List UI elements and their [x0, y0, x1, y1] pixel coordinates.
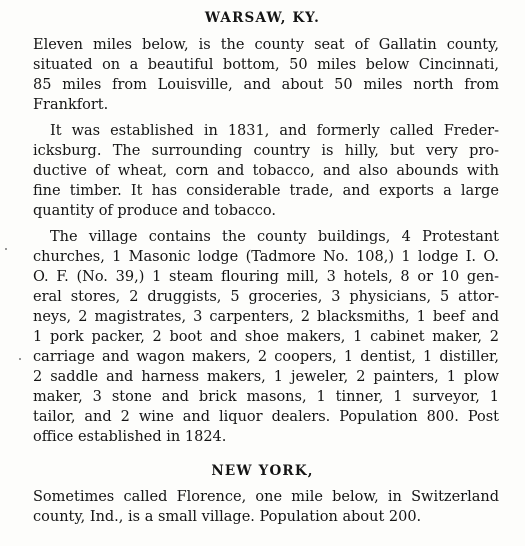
print-speck	[5, 248, 7, 250]
text-line: Eleven miles below, is the county seat of Gallatin county,	[33, 37, 499, 53]
text-line: O. F. (No. 39,) 1 steam flouring mill, 3 hotels, 8 or 10 gen-	[33, 269, 499, 285]
text-line: ductive of wheat, corn and tobacco, and also abounds with	[33, 163, 499, 179]
text-line: office established in 1824.	[33, 429, 227, 445]
text-line: It was established in 1831, and formerly called Freder-	[50, 123, 499, 139]
text-line: carriage and wagon makers, 2 coopers, 1 dentist, 1 distiller,	[33, 349, 499, 365]
text-line: 1 pork packer, 2 boot and shoe makers, 1 cabinet maker, 2	[33, 329, 499, 345]
print-speck	[19, 358, 21, 360]
text-line: Sometimes called Florence, one mile below, in Switzerland	[33, 489, 499, 505]
text-line: maker, 3 stone and brick masons, 1 tinner, 1 surveyor, 1	[33, 389, 499, 405]
text-line: 2 saddle and harness makers, 1 jeweler, 2 painters, 1 plow	[33, 369, 499, 385]
text-line: tailor, and 2 wine and liquor dealers. Population 800. Post	[33, 409, 499, 425]
text-line: fine timber. It has considerable trade, and exports a large	[33, 183, 499, 199]
text-line: icksburg. The surrounding country is hilly, but very pro-	[33, 143, 499, 159]
text-line: churches, 1 Masonic lodge (Tadmore No. 108,) 1 lodge I. O.	[33, 249, 499, 265]
section-heading-warsaw: WARSAW, KY.	[204, 10, 321, 26]
text-line: quantity of produce and tobacco.	[33, 203, 276, 219]
text-line: county, Ind., is a small village. Population about 200.	[33, 509, 422, 525]
text-line: neys, 2 magistrates, 3 carpenters, 2 blacksmiths, 1 beef and	[33, 309, 499, 325]
text-line: Frankfort.	[33, 97, 109, 113]
section-heading-new-york: NEW YORK,	[211, 463, 314, 479]
text-line: 85 miles from Louisville, and about 50 miles north from	[33, 77, 499, 93]
text-line: situated on a beautiful bottom, 50 miles below Cincinnati,	[33, 57, 499, 73]
text-line: eral stores, 2 druggists, 5 groceries, 3 physicians, 5 attor-	[33, 289, 499, 305]
text-line: The village contains the county buildings, 4 Protestant	[50, 229, 499, 245]
